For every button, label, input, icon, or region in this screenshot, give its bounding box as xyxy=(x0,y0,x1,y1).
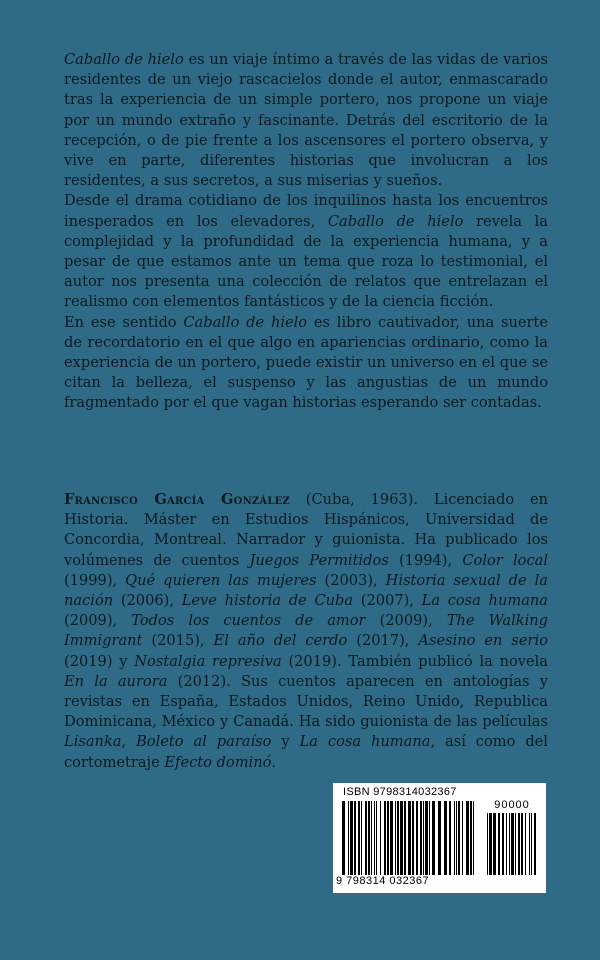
work-title: La cosa humana xyxy=(421,592,548,610)
work-title: Asesino en serio xyxy=(418,632,548,650)
synopsis-paragraph-3 xyxy=(64,313,548,414)
bio-text: (2017), xyxy=(347,632,419,650)
barcode-bar xyxy=(354,801,356,875)
work-title: Nostalgia represiva xyxy=(134,652,282,670)
isbn-label: ISBN 9798314032367 xyxy=(343,786,457,798)
bio-text: (2003), xyxy=(316,571,386,589)
barcode-bar xyxy=(525,813,526,875)
bio-text: (2007), xyxy=(353,592,422,610)
barcode-bar xyxy=(374,801,375,875)
bio-text: . xyxy=(271,753,277,771)
barcode-bar xyxy=(395,801,396,875)
barcode-bar xyxy=(384,801,386,875)
work-title: Todos los cuentos de amor xyxy=(131,612,366,630)
synopsis-text: revela la complejidad y la profundidad de la experiencia humana, y a pesar de que estamos ante un tema que roza lo testimonial, el autor nos presenta una colección de relatos que entrelazan el realismo con elementos fantásticos y de la ciencia ficción. xyxy=(64,212,548,311)
bio-text: , xyxy=(121,733,137,751)
barcode-bar xyxy=(449,801,451,875)
barcode-bar xyxy=(493,813,496,875)
work-title: Lisanka xyxy=(64,733,122,751)
barcode-bar xyxy=(425,801,428,875)
bio-text: (2006), xyxy=(113,592,182,610)
barcode-bar xyxy=(400,801,403,875)
barcode-bar xyxy=(466,801,469,875)
barcode-bar xyxy=(502,813,504,875)
bio-text: (2012). Sus cuentos aparecen en antologías y revistas en España, Estados Unidos, Reino Unido, Republica Dominicana, México y Canadá. Ha sido guionista de las películas xyxy=(64,672,548,731)
barcode-bar xyxy=(423,801,424,875)
synopsis-text: En ese sentido xyxy=(64,313,184,331)
barcode-bars xyxy=(342,801,474,875)
book-title: Caballo de hielo xyxy=(183,313,308,331)
bio-text: (2009), xyxy=(64,612,132,630)
barcode-bar xyxy=(521,813,523,875)
barcode-bar xyxy=(420,801,422,875)
synopsis-paragraph-1 xyxy=(64,50,548,191)
bio-text: (2009), xyxy=(365,612,447,630)
barcode-bar xyxy=(487,813,488,875)
barcode-bar xyxy=(387,801,389,875)
barcode-bar xyxy=(342,801,345,875)
barcode-bar xyxy=(408,801,411,875)
barcode-bar xyxy=(397,801,399,875)
barcode-bar xyxy=(515,813,516,875)
isbn-barcode xyxy=(333,783,546,893)
bio-text: (2019) y xyxy=(64,652,135,670)
synopsis-paragraph-2 xyxy=(64,191,548,312)
work-title: Historia sexual de la nación xyxy=(64,571,548,610)
synopsis-text: es libro cautivador, una suerte de recordatorio en el que algo en apariencias ordinario, como la experiencia de un portero, puede existir un universo en el que se citan la belleza, el suspenso y las angustias de un mundo fragmentado por el que vagan historias esperando ser contadas. xyxy=(64,313,548,412)
barcode-bar xyxy=(416,801,418,875)
barcode-bar xyxy=(368,801,370,875)
work-title: El año del cerdo xyxy=(213,632,348,650)
work-title: En la aurora xyxy=(64,672,168,690)
barcode-bar xyxy=(534,813,536,875)
barcode-bar xyxy=(518,813,520,875)
work-title: La cosa humana xyxy=(299,733,431,751)
bio-text: (1999), xyxy=(64,571,126,589)
barcode-bar xyxy=(350,801,353,875)
barcode-bar xyxy=(458,801,460,875)
barcode-addon-digits: 90000 xyxy=(494,799,530,811)
barcode-bar xyxy=(380,801,381,875)
barcode-bar xyxy=(432,801,435,875)
synopsis-text: es un viaje íntimo a través de las vidas de varios residentes de un viejo rascacielos donde el autor, enmascarado tras la experiencia de un simple portero, nos propone un viaje por un mundo extraño y fascinante. Detrás del escritorio de la recepción, o de pie frente a los ascensores el portero observa, y vive en parte, diferentes historias que involucran a los residentes, a sus secretos, a sus miserias y sueños. xyxy=(64,51,548,190)
bio-text: (1994), xyxy=(388,551,463,569)
barcode-bar xyxy=(456,801,457,875)
work-title: Qué quieren las mujeres xyxy=(125,571,317,589)
work-title: Leve historia de Cuba xyxy=(181,592,354,610)
barcode-bar xyxy=(365,801,367,875)
bio-text: (2015), xyxy=(142,632,214,650)
synopsis xyxy=(64,50,548,414)
work-title: Boleto al paraíso xyxy=(136,733,272,751)
barcode-addon-bars xyxy=(487,813,537,875)
barcode-bar xyxy=(506,813,507,875)
book-title: Caballo de hielo xyxy=(327,212,464,230)
work-title: Color local xyxy=(462,551,548,569)
bio-text: (2019). También publicó la novela xyxy=(281,652,548,670)
bio-text: y xyxy=(271,733,300,751)
synopsis-text: Desde el drama cotidiano de los inquilinos hasta los encuentros inesperados en los elevadores, xyxy=(64,192,548,230)
barcode-bar xyxy=(489,813,492,875)
barcode-bar xyxy=(529,813,530,875)
barcode-bar xyxy=(404,801,406,875)
barcode-bar xyxy=(429,801,430,875)
barcode-bar xyxy=(462,801,463,875)
bio-text: , así como del cortometraje xyxy=(64,733,548,771)
author-bio xyxy=(64,490,548,773)
work-title: Efecto dominó xyxy=(164,753,272,771)
barcode-bar xyxy=(531,813,532,875)
barcode-bar xyxy=(498,813,500,875)
barcode-digits: 9 798314 032367 xyxy=(336,875,430,887)
barcode-bar xyxy=(511,813,514,875)
barcode-bar xyxy=(438,801,441,875)
barcode-bar xyxy=(348,801,349,875)
work-title: The Walking Immigrant xyxy=(64,612,549,650)
barcode-bar xyxy=(361,801,362,875)
author-bio-paragraph xyxy=(64,490,548,773)
barcode-bar xyxy=(358,801,360,875)
barcode-bar xyxy=(390,801,393,875)
bio-text: (Cuba, 1963). Licenciado en Historia. Máster en Estudios Hispánicos, Universidad de Concordia, Montreal. Narrador y guionista. Ha publicado los volúmenes de cuentos xyxy=(64,491,549,569)
barcode-bar xyxy=(412,801,414,875)
author-name: Francisco García González xyxy=(64,491,290,508)
barcode-bar xyxy=(444,801,447,875)
barcode-bar xyxy=(376,801,377,875)
barcode-bar xyxy=(509,813,510,875)
barcode-bar xyxy=(371,801,372,875)
work-title: Juegos Permitidos xyxy=(249,551,389,569)
barcode-bar xyxy=(470,801,472,875)
barcode-bar xyxy=(454,801,455,875)
book-title: Caballo de hielo xyxy=(64,51,184,68)
barcode-bar xyxy=(473,801,474,875)
